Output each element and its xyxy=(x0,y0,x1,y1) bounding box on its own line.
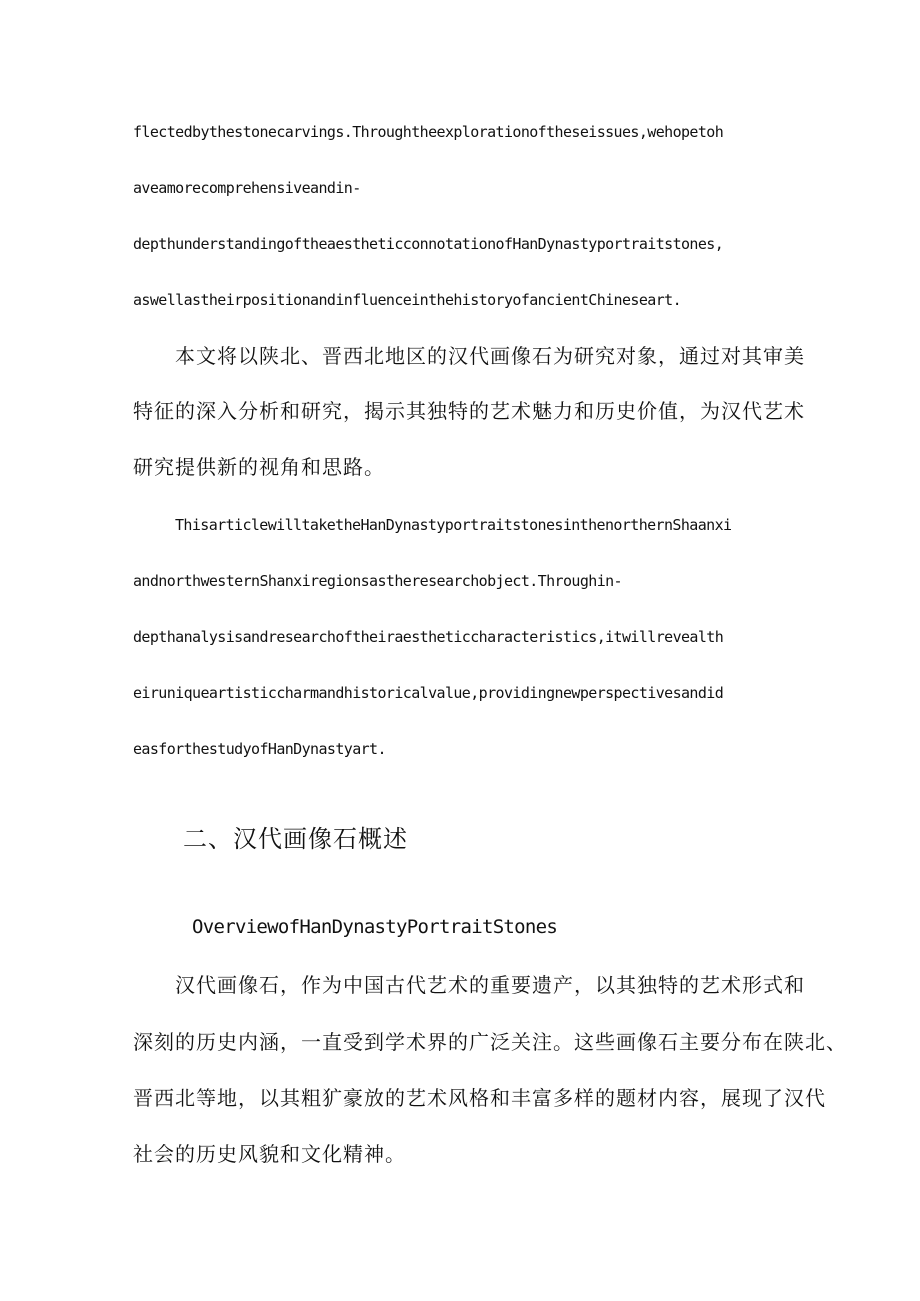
paragraph-zh-2-line: 社会的历史风貌和文化精神。 xyxy=(133,1142,406,1166)
paragraph-zh-2-line: 汉代画像石，作为中国古代艺术的重要遗产，以其独特的艺术形式和 xyxy=(175,973,805,997)
paragraph-en-1-line: flectedbythestonecarvings.Throughtheexplorationoftheseissues,wehopetoh xyxy=(133,123,724,141)
paragraph-zh-2-line: 深刻的历史内涵，一直受到学术界的广泛关注。这些画像石主要分布在陕北、 xyxy=(133,1030,847,1054)
paragraph-zh-1-line: 研究提供新的视角和思路。 xyxy=(133,455,385,479)
paragraph-zh-1-line: 本文将以陕北、晋西北地区的汉代画像石为研究对象，通过对其审美 xyxy=(175,344,805,368)
paragraph-en-1-line: aswellastheirpositionandinfluenceinthehistoryofancientChineseart. xyxy=(133,291,682,309)
section-heading-en: OverviewofHanDynastyPortraitStones xyxy=(192,916,558,938)
paragraph-en-1-line: depthunderstandingoftheaestheticconnotationofHanDynastyportraitstones, xyxy=(133,235,724,253)
paragraph-en-2-line: ThisarticlewilltaketheHanDynastyportraitstonesinthenorthernShaanxi xyxy=(175,516,732,534)
paragraph-zh-1-line: 特征的深入分析和研究，揭示其独特的艺术魅力和历史价值，为汉代艺术 xyxy=(133,399,805,423)
paragraph-en-2-line: eiruniqueartisticcharmandhistoricalvalue,providingnewperspectivesandid xyxy=(133,684,724,702)
paragraph-en-1-line: aveamorecomprehensiveandin- xyxy=(133,179,361,197)
paragraph-en-2-line: easforthestudyofHanDynastyart. xyxy=(133,740,386,758)
paragraph-zh-2-line: 晋西北等地，以其粗犷豪放的艺术风格和丰富多样的题材内容，展现了汉代 xyxy=(133,1086,826,1110)
paragraph-en-2-line: andnorthwesternShanxiregionsastheresearchobject.Throughin- xyxy=(133,572,622,590)
paragraph-en-2-line: depthanalysisandresearchoftheiraestheticcharacteristics,itwillrevealth xyxy=(133,628,724,646)
section-heading-zh: 二、汉代画像石概述 xyxy=(183,825,408,853)
